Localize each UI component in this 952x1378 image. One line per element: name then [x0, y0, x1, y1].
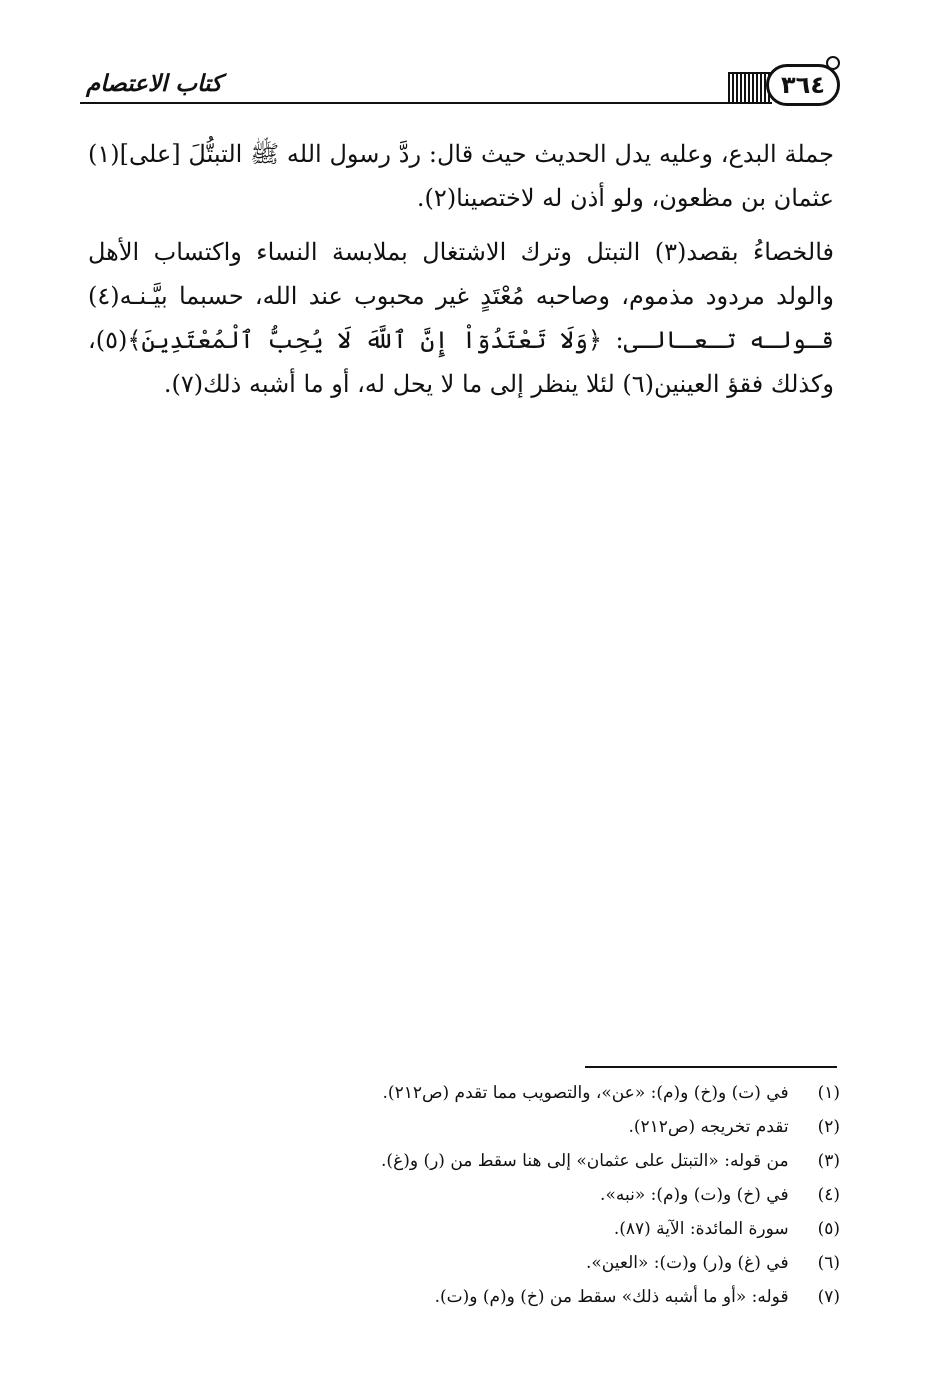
footnote-4: [280, 1178, 840, 1212]
paragraph-2: فالخصاءُ بقصد(٣) التبتل وترك الاشتغال بملابسة النساء واكتساب الأهل والولد مردود مذموم، وصاحبه مُعْتَدٍ غير محبوب عند الله، حسبما بيَّـنـه(٤) قـولـه تـعـالـى: ﴿وَلَا تَعْتَدُوٓاْ إِنَّ ٱللَّهَ لَا يُحِبُّ ٱلْمُعْتَدِينَ﴾(٥)، وكذلك فقؤ العينين(٦) لئلا ينظر إلى ما لا يحل له، أو ما أشبه ذلك(٧).: [88, 238, 834, 398]
footnote-text: قوله: «أو ما أشبه ذلك» سقط من (خ) و(م) و(ت).: [434, 1287, 789, 1307]
footnote-number: (٥): [817, 1219, 840, 1239]
footnote-number: (١): [817, 1083, 840, 1103]
main-text: [88, 132, 834, 416]
footnote-text: في (ت) و(خ) و(م): «عن»، والتصويب مما تقدم (ص٢١٢).: [382, 1083, 789, 1103]
footnote-text: في (خ) و(ت) و(م): «نبه».: [600, 1185, 789, 1205]
footnote-separator: [585, 1066, 837, 1068]
footnote-3: [280, 1144, 840, 1178]
paragraph-1: جملة البدع، وعليه يدل الحديث حيث قال: ردَّ رسول الله ﷺ التبتُّلَ [على](١) عثمان بن مظعون، ولو أذن له لاختصينا(٢).: [88, 140, 834, 212]
header-rule: [80, 102, 728, 104]
page-number-badge: ٣٦٤: [766, 64, 840, 106]
footnote-text: تقدم تخريجه (ص٢١٢).: [628, 1117, 789, 1137]
footnote-number: (٣): [817, 1151, 840, 1171]
footnote-1: [280, 1076, 840, 1110]
footnote-text: من قوله: «التبتل على عثمان» إلى هنا سقط من (ر) و(غ).: [381, 1151, 789, 1171]
footnote-text: في (غ) و(ر) و(ت): «العين».: [586, 1253, 789, 1273]
footnote-text: سورة المائدة: الآية (٨٧).: [613, 1219, 789, 1239]
footnotes-list: [280, 1076, 840, 1314]
footnote-2: [280, 1110, 840, 1144]
footnote-6: [280, 1246, 840, 1280]
header-ornament-circle: [826, 56, 840, 70]
page-header: [80, 56, 840, 110]
footnote-number: (٢): [817, 1117, 840, 1137]
footnote-5: [280, 1212, 840, 1246]
footnote-number: (٦): [817, 1253, 840, 1273]
footnote-number: (٤): [817, 1185, 840, 1205]
running-head-title: كتاب الاعتصام: [86, 70, 222, 97]
footnote-number: (٧): [817, 1287, 840, 1307]
footnote-7: [280, 1280, 840, 1314]
